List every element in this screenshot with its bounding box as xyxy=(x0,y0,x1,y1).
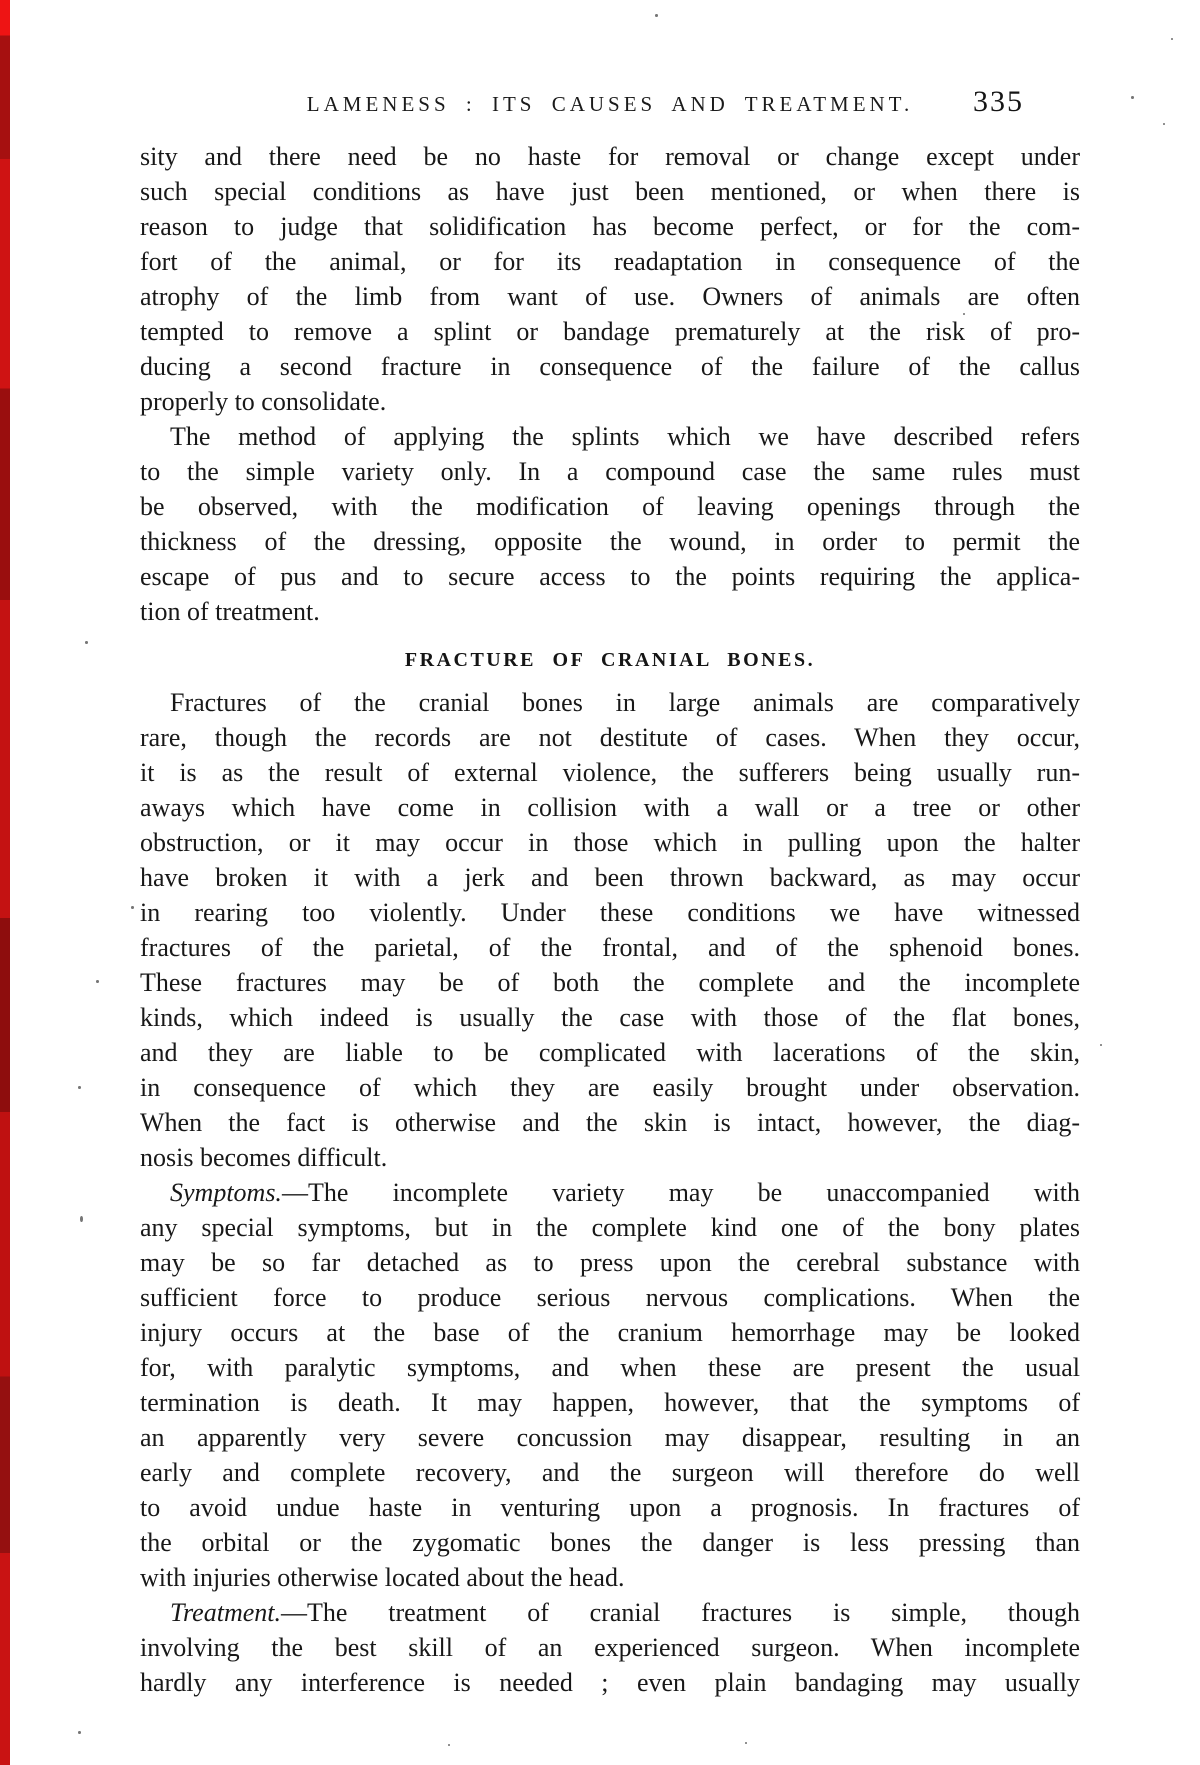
text-line: reason to judge that solidification has become perfect, or for the com- xyxy=(140,212,1080,241)
text-line: for, with paralytic symptoms, and when these are present the usual xyxy=(140,1353,1080,1382)
text-line: sity and there need be no haste for removal or change except under xyxy=(140,142,1080,171)
text-line: to the simple variety only. In a compound case the same rules must xyxy=(140,457,1080,486)
page-body xyxy=(140,139,1080,1700)
text-line: ducing a second fracture in consequence of the failure of the callus xyxy=(140,352,1080,381)
text-line: rare, though the records are not destitute of cases. When they occur, xyxy=(140,723,1080,752)
text-line: an apparently very severe concussion may disappear, resulting in an xyxy=(140,1423,1080,1452)
scan-speck xyxy=(80,1216,83,1222)
text-line: with injuries otherwise located about the head. xyxy=(140,1563,625,1592)
text-line: any special symptoms, but in the complete kind one of the bony plates xyxy=(140,1213,1080,1242)
text-line: in rearing too violently. Under these conditions we have witnessed xyxy=(140,898,1080,927)
text-line: nosis becomes difficult. xyxy=(140,1143,388,1172)
scan-speck xyxy=(1171,38,1173,40)
text-line: injury occurs at the base of the cranium hemorrhage may be looked xyxy=(140,1318,1080,1347)
paragraph-lead: Treatment. xyxy=(170,1598,281,1627)
running-head xyxy=(140,85,1080,132)
scan-speck xyxy=(131,906,134,909)
text-line: Fractures of the cranial bones in large animals are comparatively xyxy=(170,688,1080,717)
text-line: termination is death. It may happen, however, that the symptoms of xyxy=(140,1388,1080,1417)
text-line: escape of pus and to secure access to the points requiring the applica- xyxy=(140,562,1080,591)
text-line: thickness of the dressing, opposite the wound, in order to permit the xyxy=(140,527,1080,556)
text-line: and they are liable to be complicated with lacerations of the skin, xyxy=(140,1038,1080,1067)
text-line: early and complete recovery, and the surgeon will therefore do well xyxy=(140,1458,1080,1487)
text-line: tion of treatment. xyxy=(140,597,320,626)
running-head-title: LAMENESS : ITS CAUSES AND TREATMENT. xyxy=(306,92,914,116)
text-line: have broken it with a jerk and been thrown backward, as may occur xyxy=(140,863,1080,892)
text-line: tempted to remove a splint or bandage prematurely at the risk of pro- xyxy=(140,317,1080,346)
text-line: Symptoms.—The incomplete variety may be unaccompanied with xyxy=(170,1178,1080,1207)
scan-edge-strip xyxy=(0,0,10,1765)
scan-speck xyxy=(78,1086,81,1089)
text-line: obstruction, or it may occur in those which in pulling upon the halter xyxy=(140,828,1080,857)
text-line: Treatment.—The treatment of cranial fractures is simple, though xyxy=(170,1598,1080,1627)
scan-speck xyxy=(745,1742,747,1744)
text-line: hardly any interference is needed ; even plain bandaging may usually xyxy=(140,1668,1080,1697)
scan-speck xyxy=(1163,123,1165,125)
text-line: The method of applying the splints which we have described refers xyxy=(170,422,1080,451)
text-line: such special conditions as have just been mentioned, or when there is xyxy=(140,177,1080,206)
text-line: When the fact is otherwise and the skin is intact, however, the diag- xyxy=(140,1108,1080,1137)
text-line: fractures of the parietal, of the frontal, and of the sphenoid bones. xyxy=(140,933,1080,962)
text-line: to avoid undue haste in venturing upon a prognosis. In fractures of xyxy=(140,1493,1080,1522)
scan-speck xyxy=(1100,1044,1102,1046)
text-line: may be so far detached as to press upon the cerebral substance with xyxy=(140,1248,1080,1277)
text-line: it is as the result of external violence, the sufferers being usually run- xyxy=(140,758,1080,787)
text-line: kinds, which indeed is usually the case with those of the flat bones, xyxy=(140,1003,1080,1032)
text-line: involving the best skill of an experienced surgeon. When incomplete xyxy=(140,1633,1080,1662)
text-line: These fractures may be of both the complete and the incomplete xyxy=(140,968,1080,997)
scan-speck xyxy=(85,641,88,644)
text-line: sufficient force to produce serious nervous complications. When the xyxy=(140,1283,1080,1312)
scan-speck xyxy=(448,1744,450,1746)
scan-speck xyxy=(78,1731,81,1734)
text-line: aways which have come in collision with a wall or a tree or other xyxy=(140,793,1080,822)
text-line: be observed, with the modification of leaving openings through the xyxy=(140,492,1080,521)
text-line: atrophy of the limb from want of use. Owners of animals are often xyxy=(140,282,1080,311)
text-line: in consequence of which they are easily brought under observation. xyxy=(140,1073,1080,1102)
paragraph-lead: Symptoms. xyxy=(170,1178,282,1207)
text-line: properly to consolidate. xyxy=(140,387,387,416)
scan-speck xyxy=(1131,96,1134,99)
page-number: 335 xyxy=(973,85,1024,118)
text-line: the orbital or the zygomatic bones the danger is less pressing than xyxy=(140,1528,1080,1557)
scan-speck xyxy=(963,313,965,315)
text-line: fort of the animal, or for its readaptation in consequence of the xyxy=(140,247,1080,276)
scan-speck xyxy=(655,14,658,17)
section-heading: FRACTURE OF CRANIAL BONES. xyxy=(404,649,816,671)
scan-speck xyxy=(96,980,99,983)
